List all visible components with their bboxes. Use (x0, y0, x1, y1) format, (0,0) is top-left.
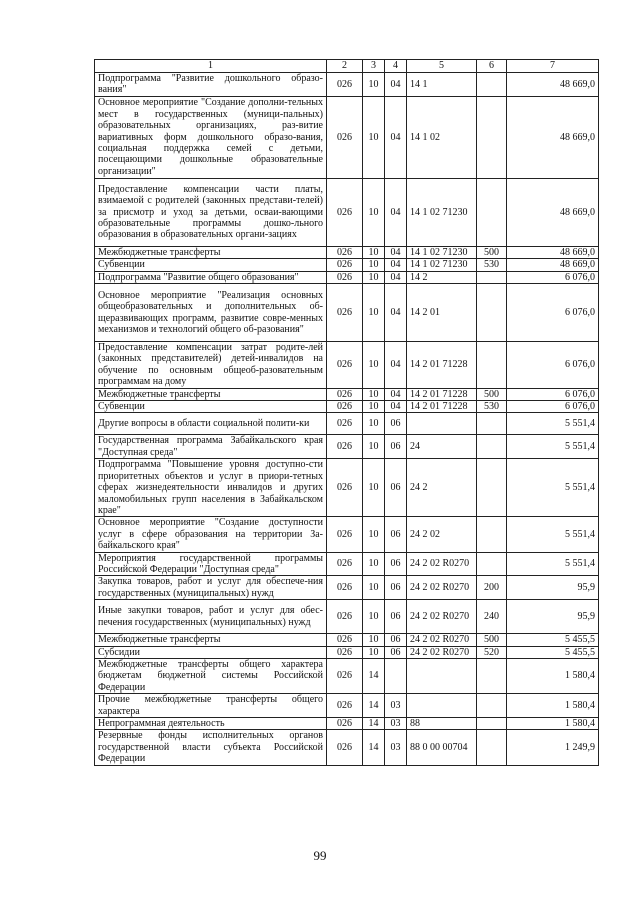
amount: 1 580,4 (507, 718, 599, 730)
amount: 5 551,4 (507, 552, 599, 576)
row-name: Мероприятия государственной программы Российской Федерации "Доступная среда" (95, 552, 327, 576)
code-target: 24 2 02 R0270 (407, 600, 477, 634)
code-section: 10 (363, 96, 385, 178)
column-number-2: 2 (327, 60, 363, 73)
code-section: 10 (363, 284, 385, 342)
code-target: 14 2 (407, 271, 477, 283)
code-subsection: 04 (385, 342, 407, 389)
code-target: 14 2 01 (407, 284, 477, 342)
code-target: 24 2 (407, 459, 477, 517)
row-name: Предоставление компенсации затрат родите-лей (законных представителей) детей-инвалидов на обучение по основным общеоб-разовательным программам на дому (95, 342, 327, 389)
code-admin: 026 (327, 730, 363, 765)
amount: 1 580,4 (507, 658, 599, 693)
code-section: 10 (363, 246, 385, 258)
code-section: 10 (363, 342, 385, 389)
code-expense-type: 530 (477, 401, 507, 413)
code-expense-type (477, 694, 507, 718)
code-section: 10 (363, 634, 385, 646)
code-expense-type: 500 (477, 388, 507, 400)
code-admin: 026 (327, 718, 363, 730)
code-admin: 026 (327, 259, 363, 271)
code-subsection: 04 (385, 259, 407, 271)
table-row (95, 435, 599, 459)
code-target (407, 658, 477, 693)
amount: 48 669,0 (507, 73, 599, 97)
code-section: 10 (363, 73, 385, 97)
code-target: 14 1 02 71230 (407, 178, 477, 246)
code-expense-type (477, 658, 507, 693)
amount: 5 551,4 (507, 435, 599, 459)
row-name: Основное мероприятие "Создание дополни-тельных мест в государственных (муници-пальных) образовательных организациях, раз-витие вариативных форм дошкольного образо-вания, социальная поддержка семей с детьми, посещающими дошкольные образовательные организации" (95, 96, 327, 178)
code-subsection: 04 (385, 73, 407, 97)
code-section: 14 (363, 658, 385, 693)
code-expense-type (477, 413, 507, 435)
code-admin: 026 (327, 552, 363, 576)
code-expense-type: 500 (477, 246, 507, 258)
code-target: 14 2 01 71228 (407, 342, 477, 389)
code-section: 10 (363, 600, 385, 634)
code-subsection: 06 (385, 435, 407, 459)
code-subsection: 04 (385, 271, 407, 283)
code-subsection: 06 (385, 576, 407, 600)
code-admin: 026 (327, 658, 363, 693)
row-name: Межбюджетные трансферты (95, 634, 327, 646)
code-subsection: 04 (385, 388, 407, 400)
code-section: 10 (363, 178, 385, 246)
table-row (95, 459, 599, 517)
table-row (95, 517, 599, 552)
row-name: Государственная программа Забайкальского края "Доступная среда" (95, 435, 327, 459)
code-section: 10 (363, 576, 385, 600)
amount: 48 669,0 (507, 246, 599, 258)
table-row (95, 658, 599, 693)
row-name: Межбюджетные трансферты (95, 246, 327, 258)
amount: 5 551,4 (507, 459, 599, 517)
code-target: 88 (407, 718, 477, 730)
amount: 95,9 (507, 600, 599, 634)
code-admin: 026 (327, 413, 363, 435)
column-number-4: 4 (385, 60, 407, 73)
code-section: 14 (363, 718, 385, 730)
row-name: Подпрограмма "Развитие общего образования" (95, 271, 327, 283)
table-row (95, 730, 599, 765)
amount: 6 076,0 (507, 284, 599, 342)
code-section: 10 (363, 413, 385, 435)
table-row (95, 646, 599, 658)
code-target: 14 2 01 71228 (407, 401, 477, 413)
table-row (95, 634, 599, 646)
row-name: Другие вопросы в области социальной полити-ки (95, 413, 327, 435)
table-row (95, 694, 599, 718)
amount: 48 669,0 (507, 96, 599, 178)
row-name: Резервные фонды исполнительных органов государственной власти субъекта Российской Федерации (95, 730, 327, 765)
amount: 5 455,5 (507, 634, 599, 646)
code-subsection: 04 (385, 96, 407, 178)
code-section: 10 (363, 517, 385, 552)
row-name: Основное мероприятие "Реализация основных общеобразовательных и дополнительных об-щеразвивающих программ, развитие совре-менных механизмов и технологий общего об-разования" (95, 284, 327, 342)
code-subsection: 03 (385, 730, 407, 765)
table-row (95, 246, 599, 258)
code-admin: 026 (327, 401, 363, 413)
code-expense-type: 530 (477, 259, 507, 271)
row-name: Основное мероприятие "Создание доступности услуг в сфере образования на территории За-байкальского края" (95, 517, 327, 552)
amount: 6 076,0 (507, 271, 599, 283)
code-expense-type (477, 730, 507, 765)
table-row (95, 718, 599, 730)
code-section: 10 (363, 435, 385, 459)
code-subsection: 06 (385, 517, 407, 552)
code-subsection: 04 (385, 178, 407, 246)
code-section: 10 (363, 271, 385, 283)
code-subsection: 06 (385, 459, 407, 517)
code-admin: 026 (327, 600, 363, 634)
code-expense-type (477, 284, 507, 342)
column-number-1: 1 (95, 60, 327, 73)
code-admin: 026 (327, 435, 363, 459)
code-target: 14 2 01 71228 (407, 388, 477, 400)
table-row (95, 342, 599, 389)
code-target: 24 2 02 R0270 (407, 634, 477, 646)
table-row (95, 413, 599, 435)
code-target: 88 0 00 00704 (407, 730, 477, 765)
amount: 48 669,0 (507, 259, 599, 271)
code-section: 10 (363, 259, 385, 271)
row-name: Межбюджетные трансферты общего характера бюджетам бюджетной системы Российской Федерации (95, 658, 327, 693)
column-number-row (95, 60, 599, 73)
code-target (407, 694, 477, 718)
amount: 5 551,4 (507, 517, 599, 552)
code-subsection: 04 (385, 284, 407, 342)
code-admin: 026 (327, 178, 363, 246)
code-target: 24 (407, 435, 477, 459)
page-number: 99 (313, 848, 327, 863)
code-section: 10 (363, 388, 385, 400)
row-name: Субсидии (95, 646, 327, 658)
amount: 5 455,5 (507, 646, 599, 658)
code-target: 14 1 02 (407, 96, 477, 178)
code-expense-type (477, 459, 507, 517)
table-row (95, 259, 599, 271)
row-name: Субвенции (95, 259, 327, 271)
row-name: Закупка товаров, работ и услуг для обеспече-ния государственных (муниципальных) нужд (95, 576, 327, 600)
code-subsection: 03 (385, 718, 407, 730)
code-expense-type (477, 96, 507, 178)
code-expense-type (477, 178, 507, 246)
table-row (95, 96, 599, 178)
column-number-5: 5 (407, 60, 477, 73)
code-section: 10 (363, 401, 385, 413)
code-admin: 026 (327, 694, 363, 718)
budget-table (94, 59, 599, 766)
code-expense-type (477, 552, 507, 576)
code-admin: 026 (327, 459, 363, 517)
code-target: 14 1 02 71230 (407, 246, 477, 258)
code-subsection (385, 658, 407, 693)
amount: 1 249,9 (507, 730, 599, 765)
code-expense-type: 240 (477, 600, 507, 634)
table-row (95, 552, 599, 576)
row-name: Иные закупки товаров, работ и услуг для обес-печения государственных (муниципальных) нужд (95, 600, 327, 634)
code-admin: 026 (327, 576, 363, 600)
row-name: Подпрограмма "Повышение уровня доступно-сти приоритетных объектов и услуг в приори-тетных сферах жизнедеятельности инвалидов и других маломобильных групп населения в Забайкальском крае" (95, 459, 327, 517)
table-row (95, 388, 599, 400)
code-admin: 026 (327, 517, 363, 552)
code-admin: 026 (327, 646, 363, 658)
code-target (407, 413, 477, 435)
table-row (95, 401, 599, 413)
code-expense-type (477, 73, 507, 97)
code-admin: 026 (327, 634, 363, 646)
code-subsection: 06 (385, 634, 407, 646)
code-target: 24 2 02 R0270 (407, 576, 477, 600)
code-admin: 026 (327, 342, 363, 389)
code-target: 24 2 02 R0270 (407, 646, 477, 658)
code-subsection: 04 (385, 401, 407, 413)
code-section: 14 (363, 730, 385, 765)
code-section: 10 (363, 552, 385, 576)
amount: 6 076,0 (507, 401, 599, 413)
row-name: Субвенции (95, 401, 327, 413)
column-number-7: 7 (507, 60, 599, 73)
amount: 6 076,0 (507, 342, 599, 389)
code-expense-type (477, 718, 507, 730)
code-subsection: 06 (385, 552, 407, 576)
table-row (95, 600, 599, 634)
row-name: Подпрограмма "Развитие дошкольного образо-вания" (95, 73, 327, 97)
table-body (95, 73, 599, 766)
code-expense-type: 500 (477, 634, 507, 646)
row-name: Предоставление компенсации части платы, взимаемой с родителей (законных представи-телей) за присмотр и уход за детьми, осваи-вающими образовательные программы дошко-льного образования в образовательных органи-зациях (95, 178, 327, 246)
code-section: 10 (363, 646, 385, 658)
table-row (95, 178, 599, 246)
code-target: 24 2 02 (407, 517, 477, 552)
code-admin: 026 (327, 73, 363, 97)
column-number-6: 6 (477, 60, 507, 73)
table-row (95, 73, 599, 97)
amount: 6 076,0 (507, 388, 599, 400)
amount: 5 551,4 (507, 413, 599, 435)
code-target: 24 2 02 R0270 (407, 552, 477, 576)
amount: 95,9 (507, 576, 599, 600)
code-admin: 026 (327, 284, 363, 342)
code-expense-type (477, 435, 507, 459)
code-subsection: 03 (385, 694, 407, 718)
code-subsection: 06 (385, 600, 407, 634)
code-target: 14 1 (407, 73, 477, 97)
code-admin: 026 (327, 246, 363, 258)
amount: 1 580,4 (507, 694, 599, 718)
row-name: Прочие межбюджетные трансферты общего характера (95, 694, 327, 718)
code-expense-type: 200 (477, 576, 507, 600)
code-expense-type: 520 (477, 646, 507, 658)
code-target: 14 1 02 71230 (407, 259, 477, 271)
table-row (95, 576, 599, 600)
row-name: Непрограммная деятельность (95, 718, 327, 730)
code-subsection: 06 (385, 413, 407, 435)
code-expense-type (477, 342, 507, 389)
code-subsection: 04 (385, 246, 407, 258)
code-section: 10 (363, 459, 385, 517)
code-subsection: 06 (385, 646, 407, 658)
code-section: 14 (363, 694, 385, 718)
code-expense-type (477, 517, 507, 552)
column-number-3: 3 (363, 60, 385, 73)
row-name: Межбюджетные трансферты (95, 388, 327, 400)
code-admin: 026 (327, 271, 363, 283)
code-admin: 026 (327, 388, 363, 400)
code-expense-type (477, 271, 507, 283)
table-row (95, 271, 599, 283)
amount: 48 669,0 (507, 178, 599, 246)
table-row (95, 284, 599, 342)
code-admin: 026 (327, 96, 363, 178)
